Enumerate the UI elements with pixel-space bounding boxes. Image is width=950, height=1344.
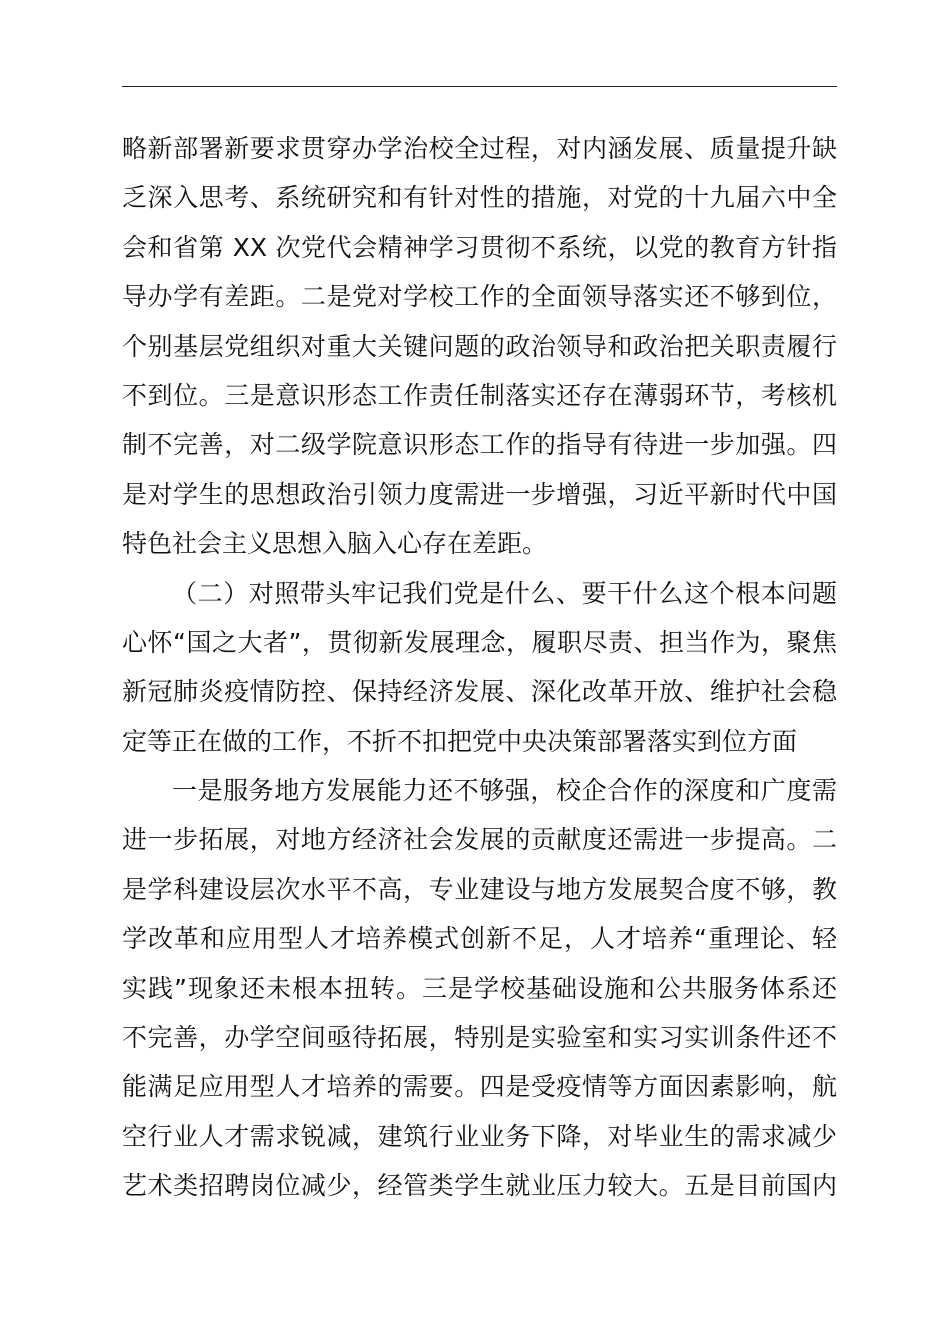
section-heading-line: 新冠肺炎疫情防控、保持经济发展、深化改革开放、维护社会稳 — [122, 677, 837, 707]
text-line: 特色社会主义思想入脑入心存在差距。 — [122, 529, 548, 559]
text-line: 是对学生的思想政治引领力度需进一步增强，习近平新时代中国 — [122, 479, 837, 509]
text-line: 乏深入思考、系统研究和有针对性的措施，对党的十九届六中全 — [122, 183, 837, 213]
text-line: 个别基层党组织对重大关键问题的政治领导和政治把关职责履行 — [122, 331, 837, 361]
section-heading-line: 心怀“国之大者”，贯彻新发展理念，履职尽责、担当作为，聚焦 — [122, 627, 837, 657]
text-line: 不完善，办学空间亟待拓展，特别是实验室和实习实训条件还不 — [122, 1023, 837, 1053]
text-line: 制不完善，对二级学院意识形态工作的指导有待进一步加强。四 — [122, 430, 837, 460]
text-line: 空行业人才需求锐减，建筑行业业务下降，对毕业生的需求减少 — [122, 1121, 837, 1151]
document-body — [122, 124, 837, 1211]
text-line: 学改革和应用型人才培养模式创新不足，人才培养“重理论、轻 — [122, 924, 837, 954]
text-line: 会和省第 XX 次党代会精神学习贯彻不系统，以党的教育方针指 — [122, 232, 837, 262]
text-line: 能满足应用型人才培养的需要。四是受疫情等方面因素影响，航 — [122, 1072, 837, 1102]
text-line: 导办学有差距。二是党对学校工作的全面领导落实还不够到位， — [122, 282, 837, 312]
header-rule — [122, 86, 837, 87]
section-heading-line: （二）对照带头牢记我们党是什么、要干什么这个根本问题 — [172, 578, 837, 608]
text-line: 一是服务地方发展能力还不够强，校企合作的深度和广度需 — [172, 776, 837, 806]
text-line: 进一步拓展，对地方经济社会发展的贡献度还需进一步提高。二 — [122, 825, 837, 855]
text-line: 略新部署新要求贯穿办学治校全过程，对内涵发展、质量提升缺 — [122, 134, 837, 163]
text-line: 是学科建设层次水平不高，专业建设与地方发展契合度不够，教 — [122, 874, 837, 904]
text-line: 实践”现象还未根本扭转。三是学校基础设施和公共服务体系还 — [122, 973, 837, 1003]
section-heading-line: 定等正在做的工作，不折不扣把党中央决策部署落实到位方面 — [122, 726, 798, 756]
text-line: 艺术类招聘岗位减少，经管类学生就业压力较大。五是目前国内 — [122, 1171, 837, 1201]
text-line: 不到位。三是意识形态工作责任制落实还存在薄弱环节，考核机 — [122, 380, 837, 410]
